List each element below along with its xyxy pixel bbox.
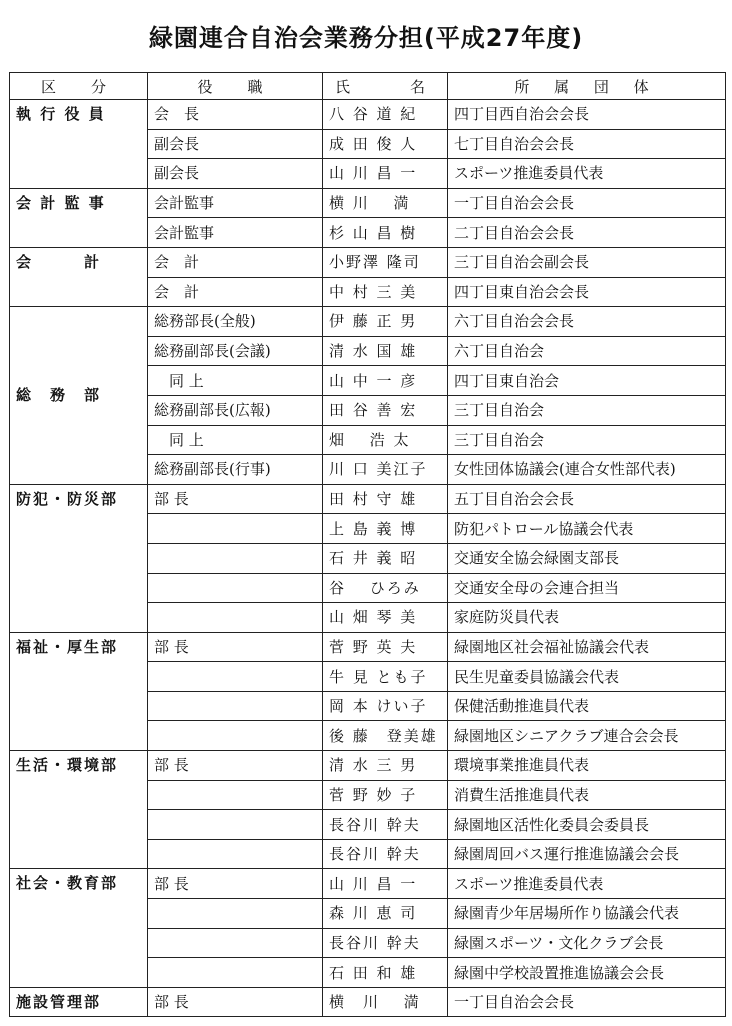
position-cell [148,928,323,958]
affiliation-cell: 六丁目自治会 [448,336,726,366]
position-cell [148,691,323,721]
position-cell [148,780,323,810]
position-cell [148,899,323,929]
table-row [10,751,726,781]
division-cell: 総 務 部 [10,307,148,485]
position-cell [148,839,323,869]
name-cell: 菅 野 妙 子 [323,780,448,810]
affiliation-cell: 民生児童委員協議会代表 [448,662,726,692]
table-row [10,188,726,218]
affiliation-cell: 家庭防災員代表 [448,603,726,633]
position-cell: 総務副部長(行事) [148,455,323,485]
affiliation-cell: 四丁目西自治会会長 [448,100,726,130]
name-cell: 畑 浩 太 [323,425,448,455]
division-cell: 社会・教育部 [10,869,148,987]
name-cell: 後 藤 登美雄 [323,721,448,751]
position-cell: 会 長 [148,100,323,130]
affiliation-cell: 緑園スポーツ・文化クラブ会長 [448,928,726,958]
name-cell: 田 村 守 雄 [323,484,448,514]
name-cell: 中 村 三 美 [323,277,448,307]
position-cell: 総務副部長(会議) [148,336,323,366]
position-cell [148,810,323,840]
division-cell: 施設管理部 [10,987,148,1017]
affiliation-cell: 緑園青少年居場所作り協議会代表 [448,899,726,929]
position-cell: 会計監事 [148,188,323,218]
position-cell [148,573,323,603]
name-cell: 山 畑 琴 美 [323,603,448,633]
header-division: 区 分 [10,73,148,100]
name-cell: 石 田 和 雄 [323,958,448,988]
affiliation-cell: 緑園中学校設置推進協議会会長 [448,958,726,988]
table-row [10,484,726,514]
position-cell: 総務副部長(広報) [148,395,323,425]
affiliation-cell: 三丁目自治会 [448,425,726,455]
affiliation-cell: 七丁目自治会会長 [448,129,726,159]
name-cell: 菅 野 英 夫 [323,632,448,662]
name-cell: 上 島 義 博 [323,514,448,544]
name-cell: 川 口 美江子 [323,455,448,485]
affiliation-cell: 緑園地区シニアクラブ連合会会長 [448,721,726,751]
table-row [10,307,726,337]
affiliation-cell: 保健活動推進員代表 [448,691,726,721]
name-cell: 田 谷 善 宏 [323,395,448,425]
position-cell: 部 長 [148,987,323,1017]
position-cell: 部 長 [148,869,323,899]
position-cell: 部 長 [148,751,323,781]
position-cell: 副会長 [148,129,323,159]
name-cell: 八 谷 道 紀 [323,100,448,130]
name-cell: 森 川 恵 司 [323,899,448,929]
affiliation-cell: 二丁目自治会会長 [448,218,726,248]
name-cell: 長谷川 幹夫 [323,810,448,840]
name-cell: 横 川 満 [323,987,448,1017]
position-cell: 会 計 [148,247,323,277]
affiliation-cell: 環境事業推進員代表 [448,751,726,781]
header-name: 氏 名 [323,73,448,100]
affiliation-cell: 交通安全協会緑園支部長 [448,543,726,573]
position-cell [148,603,323,633]
name-cell: 小野澤 隆司 [323,247,448,277]
table-row [10,100,726,130]
position-cell [148,514,323,544]
header-affiliation: 所 属 団 体 [448,73,726,100]
affiliation-cell: 五丁目自治会会長 [448,484,726,514]
name-cell: 谷 ひろみ [323,573,448,603]
name-cell: 牛 見 とも子 [323,662,448,692]
affiliation-cell: 女性団体協議会(連合女性部代表) [448,455,726,485]
affiliation-cell: 交通安全母の会連合担当 [448,573,726,603]
table-row [10,632,726,662]
name-cell: 清 水 三 男 [323,751,448,781]
header-row [10,73,726,100]
affiliation-cell: スポーツ推進委員代表 [448,159,726,189]
position-cell: 会 計 [148,277,323,307]
affiliation-cell: 消費生活推進員代表 [448,780,726,810]
page-title: 緑園連合自治会業務分担(平成27年度) [148,24,584,52]
name-cell: 伊 藤 正 男 [323,307,448,337]
affiliation-cell: 防犯パトロール協議会代表 [448,514,726,544]
division-cell: 執 行 役 員 [10,100,148,189]
position-cell: 会計監事 [148,218,323,248]
header-position: 役 職 [148,73,323,100]
affiliation-cell: 一丁目自治会会長 [448,188,726,218]
division-cell: 会 計 監 事 [10,188,148,247]
affiliation-cell: 六丁目自治会会長 [448,307,726,337]
affiliation-cell: 緑園地区活性化委員会委員長 [448,810,726,840]
name-cell: 横 川 満 [323,188,448,218]
division-cell: 防犯・防災部 [10,484,148,632]
division-cell: 会 計 [10,247,148,306]
position-cell: 同 上 [148,366,323,396]
name-cell: 山 中 一 彦 [323,366,448,396]
name-cell: 長谷川 幹夫 [323,839,448,869]
name-cell: 成 田 俊 人 [323,129,448,159]
name-cell: 岡 本 けい子 [323,691,448,721]
division-cell: 生活・環境部 [10,751,148,869]
position-cell: 総務部長(全般) [148,307,323,337]
affiliation-cell: 四丁目東自治会 [448,366,726,396]
position-cell [148,721,323,751]
affiliation-cell: 三丁目自治会 [448,395,726,425]
affiliation-cell: 四丁目東自治会会長 [448,277,726,307]
affiliation-cell: 一丁目自治会会長 [448,987,726,1017]
position-cell: 副会長 [148,159,323,189]
name-cell: 石 井 義 昭 [323,543,448,573]
position-cell: 部 長 [148,632,323,662]
table-row [10,247,726,277]
affiliation-cell: 三丁目自治会副会長 [448,247,726,277]
name-cell: 山 川 昌 一 [323,159,448,189]
name-cell: 長谷川 幹夫 [323,928,448,958]
position-cell [148,662,323,692]
table-row [10,987,726,1017]
affiliation-cell: 緑園地区社会福祉協議会代表 [448,632,726,662]
position-cell: 同 上 [148,425,323,455]
assignment-table [9,72,726,1017]
division-cell: 福祉・厚生部 [10,632,148,750]
affiliation-cell: スポーツ推進委員代表 [448,869,726,899]
name-cell: 清 水 国 雄 [323,336,448,366]
name-cell: 山 川 昌 一 [323,869,448,899]
table-row [10,869,726,899]
position-cell: 部 長 [148,484,323,514]
affiliation-cell: 緑園周回バス運行推進協議会会長 [448,839,726,869]
position-cell [148,958,323,988]
name-cell: 杉 山 昌 樹 [323,218,448,248]
position-cell [148,543,323,573]
